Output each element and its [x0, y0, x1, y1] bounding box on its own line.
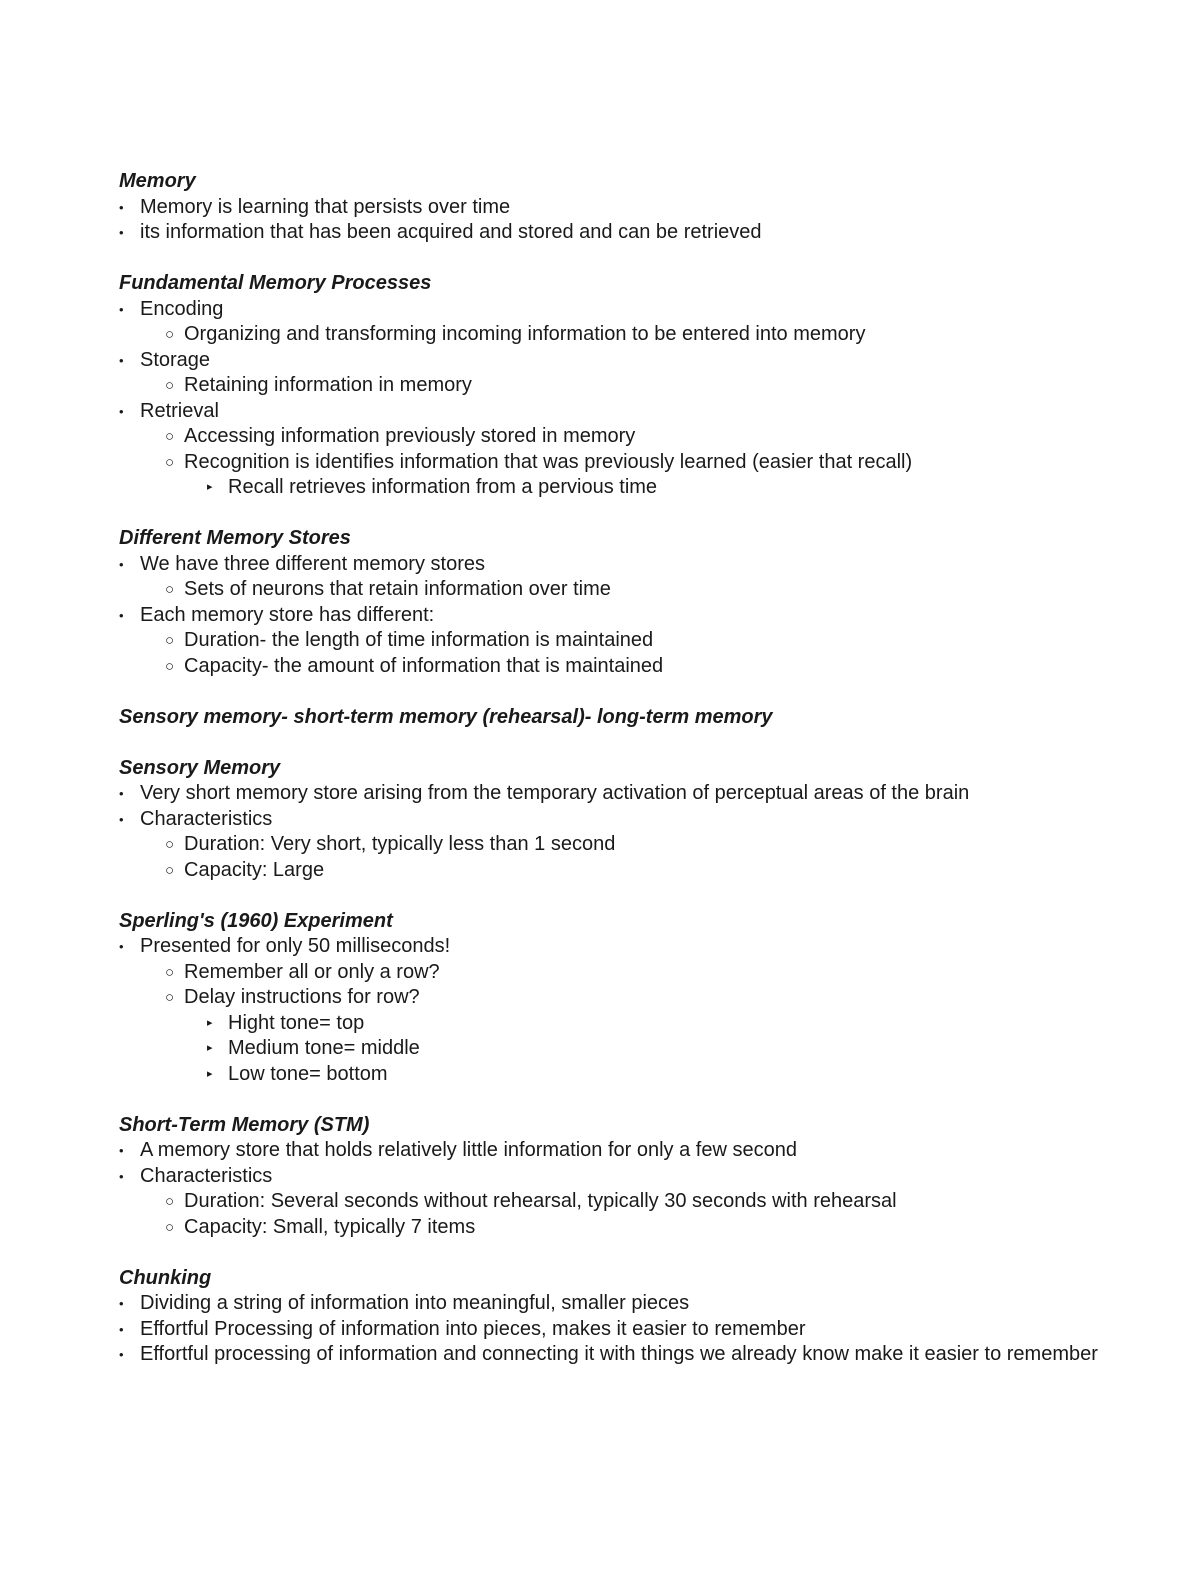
list-item: [119, 1164, 1099, 1190]
list-item: [119, 1291, 1099, 1317]
arrow-bullet-icon: [207, 1062, 213, 1088]
bullet-icon: [119, 781, 124, 807]
list-item-text: Presented for only 50 milliseconds!: [140, 935, 451, 957]
list-item-text: Duration: Very short, typically less than 1 second: [184, 833, 616, 855]
list-item-text: Characteristics: [140, 1164, 273, 1187]
list-item-text: Low tone= bottom: [228, 1062, 388, 1085]
bullet-icon: [119, 603, 124, 629]
list-item-text: Duration- the length of time information is maintained: [184, 629, 654, 651]
list-item: [119, 297, 1099, 323]
list-item: [119, 424, 1099, 450]
list-item-text: Capacity: Large: [184, 858, 325, 881]
list-item: [119, 552, 1099, 578]
list-item: [119, 832, 1099, 858]
bullet-icon: [119, 220, 124, 246]
bullet-icon: [119, 195, 124, 221]
list-item-text: Sets of neurons that retain information over time: [184, 578, 611, 600]
arrow-bullet-icon: [207, 1036, 213, 1062]
list-item: [119, 475, 1099, 501]
list-item: [119, 934, 1099, 960]
list-item-text: Capacity- the amount of information that is maintained: [184, 654, 664, 677]
bullet-icon: [119, 1342, 124, 1368]
bullet-icon: [119, 1291, 124, 1317]
section-heading: Short-Term Memory (STM): [119, 1113, 370, 1136]
list-item-text: Characteristics: [140, 807, 273, 830]
section: [119, 526, 1099, 679]
list-item-text: Delay instructions for row?: [184, 986, 420, 1008]
list-item: [119, 1011, 1099, 1037]
list-item: [119, 603, 1099, 629]
list-item-text: Very short memory store arising from the temporary activation of perceptual areas of the brain: [140, 782, 970, 804]
section: [119, 705, 1099, 731]
bullet-icon: [119, 1317, 124, 1343]
list-item: [119, 1215, 1099, 1241]
list-item: [119, 220, 1099, 246]
circle-bullet-icon: [165, 832, 174, 858]
list-item: [119, 985, 1099, 1011]
section-heading: Chunking: [119, 1266, 212, 1289]
list-item-text: Medium tone= middle: [228, 1037, 420, 1059]
list-item: [119, 960, 1099, 986]
list-item-text: Hight tone= top: [228, 1011, 365, 1034]
section-heading: Sensory memory- short-term memory (rehearsal)- long-term memory: [119, 705, 773, 728]
list-item: [119, 858, 1099, 884]
list-item-text: Retaining information in memory: [184, 374, 472, 396]
list-item: [119, 577, 1099, 603]
list-item: [119, 1317, 1099, 1343]
list-item-text: A memory store that holds relatively little information for only a few second: [140, 1139, 797, 1161]
bullet-icon: [119, 1138, 124, 1164]
section: [119, 756, 1099, 884]
list-item-text: its information that has been acquired and stored and can be retrieved: [140, 221, 762, 243]
list-item-text: Capacity: Small, typically 7 items: [184, 1215, 476, 1238]
circle-bullet-icon: [165, 450, 174, 476]
list-item-text: Dividing a string of information into meaningful, smaller pieces: [140, 1292, 690, 1314]
circle-bullet-icon: [165, 373, 174, 399]
section-heading: Sensory Memory: [119, 756, 281, 779]
circle-bullet-icon: [165, 654, 174, 680]
list-item: [119, 628, 1099, 654]
list-item: [119, 373, 1099, 399]
list-item: [119, 654, 1099, 680]
section: [119, 1113, 1099, 1241]
circle-bullet-icon: [165, 1215, 174, 1241]
circle-bullet-icon: [165, 985, 174, 1011]
bullet-icon: [119, 1164, 124, 1190]
section-heading: Sperling's (1960) Experiment: [119, 909, 393, 932]
list-item: [119, 1062, 1099, 1088]
list-item-text: Recall retrieves information from a pervious time: [228, 476, 658, 498]
circle-bullet-icon: [165, 858, 174, 884]
list-item: [119, 322, 1099, 348]
arrow-bullet-icon: [207, 475, 213, 501]
list-item-text: Storage: [140, 348, 211, 371]
section: [119, 169, 1099, 246]
list-item-text: Effortful processing of information and connecting it with things we already know make it easier to remember: [140, 1343, 1098, 1365]
list-item-text: Duration: Several seconds without rehearsal, typically 30 seconds with rehearsal: [184, 1190, 897, 1212]
list-item-text: Memory is learning that persists over time: [140, 195, 511, 218]
list-item-text: We have three different memory stores: [140, 552, 485, 575]
section-heading: Fundamental Memory Processes: [119, 272, 432, 294]
list-item: [119, 348, 1099, 374]
list-item-text: Effortful Processing of information into pieces, makes it easier to remember: [140, 1317, 806, 1340]
section-heading: Memory: [119, 170, 196, 192]
bullet-icon: [119, 348, 124, 374]
list-item: [119, 1138, 1099, 1164]
list-item: [119, 195, 1099, 221]
list-item: [119, 781, 1099, 807]
bullet-icon: [119, 297, 124, 323]
circle-bullet-icon: [165, 1189, 174, 1215]
bullet-icon: [119, 552, 124, 578]
list-item-text: Accessing information previously stored in memory: [184, 425, 636, 447]
list-item-text: Organizing and transforming incoming information to be entered into memory: [184, 323, 866, 345]
arrow-bullet-icon: [207, 1011, 213, 1037]
circle-bullet-icon: [165, 960, 174, 986]
section: [119, 909, 1099, 1088]
bullet-icon: [119, 399, 124, 425]
list-item: [119, 1036, 1099, 1062]
list-item-text: Encoding: [140, 297, 224, 320]
list-item: [119, 807, 1099, 833]
list-item: [119, 1189, 1099, 1215]
circle-bullet-icon: [165, 424, 174, 450]
list-item-text: Each memory store has different:: [140, 603, 435, 626]
document-body: [119, 169, 1099, 1393]
list-item: [119, 450, 1099, 476]
section: [119, 1266, 1099, 1368]
section-heading: Different Memory Stores: [119, 527, 351, 549]
list-item-text: Recognition is identifies information that was previously learned (easier that recall): [184, 450, 913, 473]
section: [119, 271, 1099, 501]
circle-bullet-icon: [165, 628, 174, 654]
circle-bullet-icon: [165, 322, 174, 348]
bullet-icon: [119, 807, 124, 833]
list-item-text: Remember all or only a row?: [184, 960, 440, 983]
list-item-text: Retrieval: [140, 399, 219, 422]
list-item: [119, 399, 1099, 425]
circle-bullet-icon: [165, 577, 174, 603]
bullet-icon: [119, 934, 124, 960]
list-item: [119, 1342, 1099, 1368]
